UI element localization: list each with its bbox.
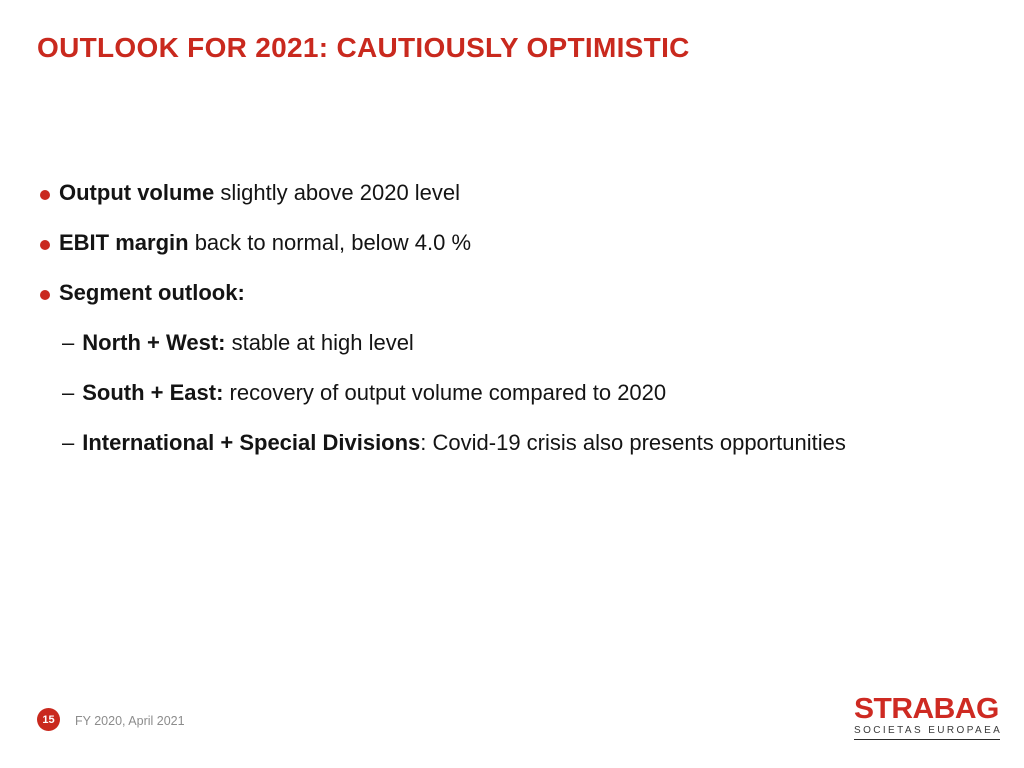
- sub-bullet-item: [40, 330, 1000, 358]
- slide-title: OUTLOOK FOR 2021: CAUTIOUSLY OPTIMISTIC: [37, 32, 690, 63]
- bullet-item: [40, 180, 1000, 208]
- bullet-text-rest: slightly above 2020 level: [214, 180, 461, 205]
- bullet-text-bold: Segment outlook:: [59, 280, 245, 305]
- logo-subtitle: SOCIETAS EUROPAEA: [854, 725, 1003, 736]
- logo-rule: [854, 739, 1000, 740]
- footer-date-label: FY 2020, April 2021: [75, 714, 185, 728]
- sub-bullet-item: [40, 380, 1000, 408]
- bullet-text-bold: South + East:: [82, 380, 224, 405]
- bullet-text: [82, 430, 846, 456]
- bullet-text: [82, 330, 414, 356]
- bullet-text-rest: recovery of output volume compared to 2020: [223, 380, 667, 405]
- bullet-text-bold: International + Special Divisions: [82, 430, 421, 455]
- bullet-text: [82, 380, 666, 406]
- bullet-text-rest: back to normal, below 4.0 %: [188, 230, 472, 255]
- bullet-text: [59, 280, 245, 306]
- bullet-text-bold: EBIT margin: [59, 230, 189, 255]
- sub-bullet-item: [40, 430, 1000, 458]
- bullet-list: [40, 180, 1000, 480]
- bullet-text: [59, 230, 471, 256]
- bullet-item: [40, 280, 1000, 308]
- bullet-dot-icon: [40, 290, 50, 300]
- bullet-text-bold: Output volume: [59, 180, 215, 205]
- page-number-badge: 15: [37, 708, 60, 731]
- dash-icon: –: [62, 330, 75, 355]
- bullet-text-bold: North + West:: [82, 330, 226, 355]
- logo-wordmark: STRABAG: [854, 693, 999, 725]
- bullet-text: [59, 180, 460, 206]
- bullet-item: [40, 230, 1000, 258]
- dash-icon: –: [62, 380, 75, 405]
- bullet-text-rest: : Covid-19 crisis also presents opportunities: [420, 430, 846, 455]
- dash-icon: –: [62, 430, 75, 455]
- bullet-dot-icon: [40, 240, 50, 250]
- bullet-dot-icon: [40, 190, 50, 200]
- strabag-logo: [854, 693, 1003, 740]
- bullet-text-rest: stable at high level: [225, 330, 414, 355]
